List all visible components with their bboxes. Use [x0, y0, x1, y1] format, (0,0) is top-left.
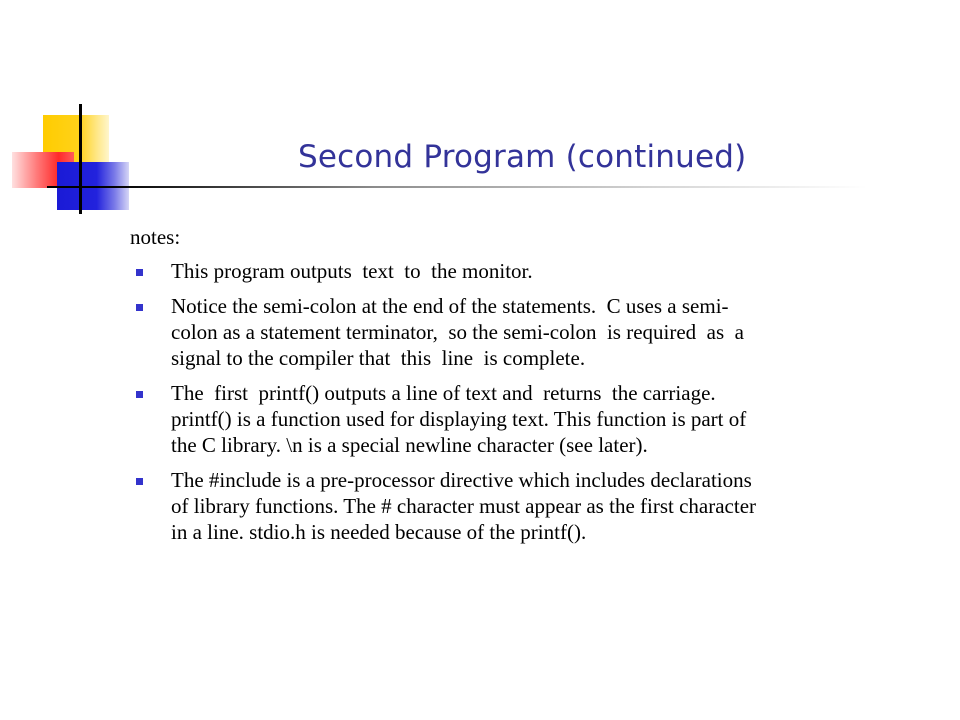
bullet-item	[130, 467, 930, 545]
title-underline-rule	[47, 186, 867, 188]
bullet-line: The first printf() outputs a line of text and returns the carriage.	[171, 381, 716, 405]
bullet-item	[130, 380, 930, 458]
square-bullet-icon	[136, 269, 143, 276]
bullet-line: of library functions. The # character must appear as the first character	[171, 494, 757, 518]
square-bullet-icon	[136, 304, 143, 311]
bullet-line: in a line. stdio.h is needed because of the printf().	[171, 520, 587, 544]
square-bullet-icon	[136, 391, 143, 398]
bullet-line: colon as a statement terminator, so the semi-colon is required as a	[171, 320, 744, 344]
bullet-item	[130, 293, 930, 371]
bullet-line: This program outputs text to the monitor.	[171, 259, 533, 283]
notes-label: notes:	[130, 225, 181, 249]
square-bullet-icon	[136, 478, 143, 485]
bullet-list	[130, 258, 930, 554]
bullet-line: The #include is a pre-processor directive which includes declarations	[171, 468, 752, 492]
bullet-line: signal to the compiler that this line is complete.	[171, 346, 586, 370]
bullet-line: the C library. \n is a special newline character (see later).	[171, 433, 648, 457]
slide-title: Second Program (continued)	[298, 139, 747, 175]
bullet-item	[130, 258, 930, 284]
bullet-line: printf() is a function used for displaying text. This function is part of	[171, 407, 747, 431]
logo-vertical-line	[79, 104, 82, 214]
bullet-line: Notice the semi-colon at the end of the statements. C uses a semi-	[171, 294, 729, 318]
